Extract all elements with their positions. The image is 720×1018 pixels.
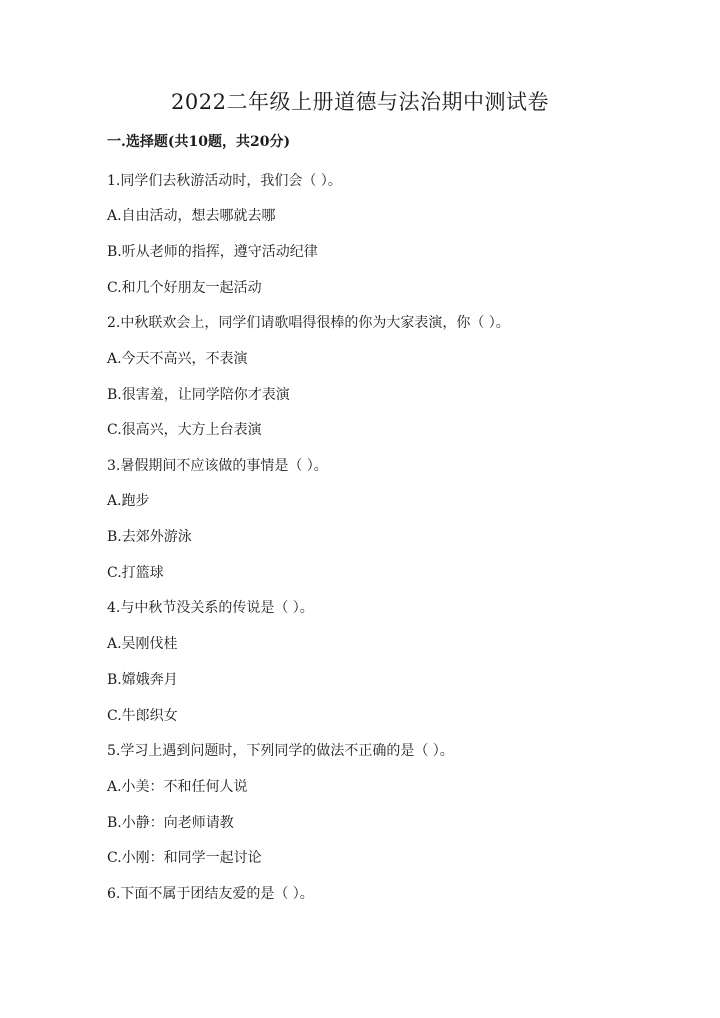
- answer-option: C.牛郎织女: [107, 708, 178, 724]
- question-stem: 5.学习上遇到问题时，下列同学的做法不正确的是（ ）。: [107, 743, 454, 759]
- answer-option: C.打篮球: [107, 565, 164, 581]
- section-heading: 一.选择题(共10题，共20分): [107, 134, 291, 150]
- answer-option: C.很高兴，大方上台表演: [107, 422, 262, 438]
- exam-title: 2022二年级上册道德与法治期中测试卷: [171, 90, 549, 114]
- answer-option: B.很害羞，让同学陪你才表演: [107, 387, 290, 403]
- answer-option: B.嫦娥奔月: [107, 672, 178, 688]
- question-stem: 3.暑假期间不应该做的事情是（ ）。: [107, 458, 328, 474]
- question-stem: 4.与中秋节没关系的传说是（ ）。: [107, 600, 314, 616]
- question-stem: 6.下面不属于团结友爱的是（ ）。: [107, 886, 314, 902]
- answer-option: C.小刚：和同学一起讨论: [107, 850, 262, 866]
- answer-option: A.自由活动，想去哪就去哪: [107, 208, 276, 224]
- answer-option: B.小静：向老师请教: [107, 815, 234, 831]
- question-stem: 2.中秋联欢会上，同学们请歌唱得很棒的你为大家表演，你（ ）。: [107, 315, 510, 331]
- answer-option: B.听从老师的指挥，遵守活动纪律: [107, 244, 318, 260]
- answer-option: C.和几个好朋友一起活动: [107, 280, 262, 296]
- answer-option: A.跑步: [107, 493, 150, 509]
- answer-option: B.去郊外游泳: [107, 529, 192, 545]
- answer-option: A.小美：不和任何人说: [107, 779, 248, 795]
- question-stem: 1.同学们去秋游活动时，我们会（ ）。: [107, 173, 342, 189]
- answer-option: A.今天不高兴，不表演: [107, 351, 248, 367]
- answer-option: A.吴刚伐桂: [107, 636, 178, 652]
